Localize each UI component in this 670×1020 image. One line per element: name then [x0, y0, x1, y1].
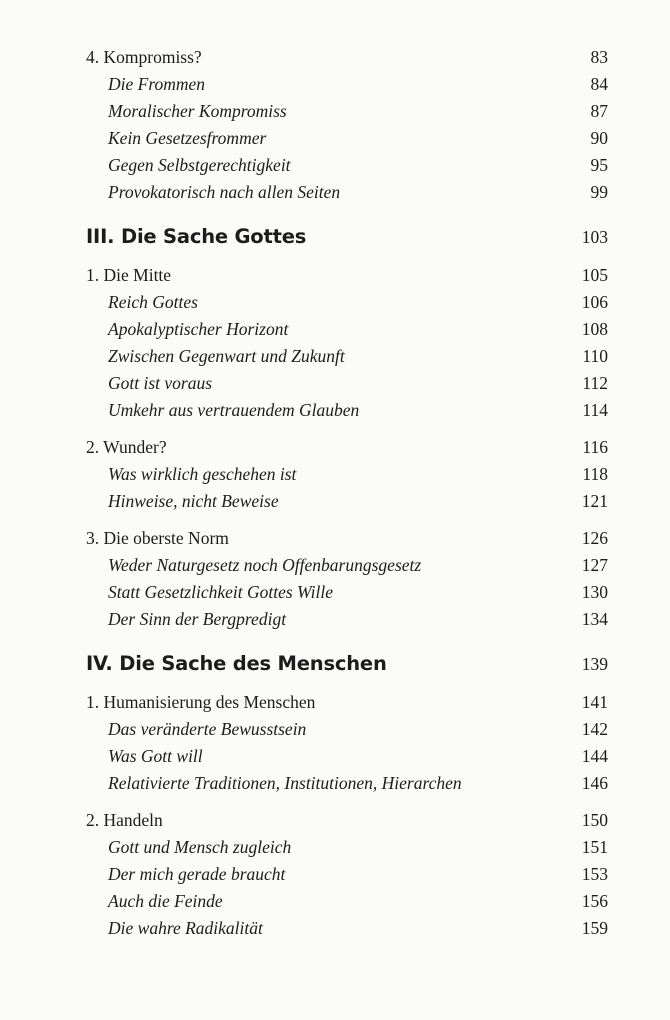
toc-page-number: 118 [582, 464, 608, 484]
toc-page-number: 159 [581, 918, 608, 938]
toc-entry-subsection [86, 552, 608, 579]
toc-entry-subsection [86, 915, 608, 942]
toc-entry-label: Reich Gottes [108, 292, 198, 312]
toc-entry-subsection [86, 71, 608, 98]
toc-entry-label: Umkehr aus vertrauendem Glauben [108, 400, 360, 420]
toc-page-number: 156 [581, 891, 608, 911]
spacer [86, 515, 608, 525]
toc-entry-subsection [86, 743, 608, 770]
toc-entry-chapter [86, 807, 608, 834]
toc-entry-subsection [86, 98, 608, 125]
toc-page-number: 150 [581, 810, 608, 830]
toc-entry-subsection [86, 606, 608, 633]
toc-entry-label: Der mich gerade braucht [108, 864, 286, 884]
toc-entry-subsection [86, 888, 608, 915]
toc-page-number: 114 [582, 400, 608, 420]
toc-page-number: 112 [582, 373, 608, 393]
toc-page-number: 127 [581, 555, 608, 575]
toc-entry-chapter [86, 525, 608, 552]
toc-page-number: 90 [590, 128, 608, 148]
toc-entry-chapter [86, 262, 608, 289]
toc-entry-label: 1. Die Mitte [86, 265, 172, 285]
toc-page-number: 105 [581, 265, 608, 285]
toc-entry-label: Apokalyptischer Horizont [108, 319, 289, 339]
toc-page-number: 95 [590, 155, 608, 175]
toc-entry-subsection [86, 461, 608, 488]
toc-entry-subsection [86, 179, 608, 206]
toc-entry-label: 3. Die oberste Norm [86, 528, 229, 548]
toc-page-number: 151 [581, 837, 608, 857]
toc-entry-label: Das veränderte Bewusstsein [108, 719, 307, 739]
toc-entry-subsection [86, 289, 608, 316]
toc-entry-label: Der Sinn der Bergpredigt [108, 609, 287, 629]
toc-page-number: 126 [581, 528, 608, 548]
toc-page-number: 121 [581, 491, 608, 511]
toc-entry-label: Was wirklich geschehen ist [108, 464, 297, 484]
toc-entry-chapter [86, 44, 608, 71]
toc-entry-label: Zwischen Gegenwart und Zukunft [108, 346, 345, 366]
toc-page-number: 110 [582, 346, 608, 366]
toc-entry-label: Statt Gesetzlichkeit Gottes Wille [108, 582, 334, 602]
toc-entry-subsection [86, 152, 608, 179]
toc-entry-chapter [86, 434, 608, 461]
toc-page-number: 103 [581, 227, 608, 247]
toc-page-number: 130 [581, 582, 608, 602]
toc-entry-subsection [86, 316, 608, 343]
toc-entry-chapter [86, 689, 608, 716]
spacer [86, 424, 608, 434]
toc-entry-label: Die Frommen [108, 74, 206, 94]
toc-entry-label: Weder Naturgesetz noch Offenbarungsgesetz [108, 555, 422, 575]
toc-entry-subsection [86, 716, 608, 743]
toc-part-heading [86, 220, 608, 254]
spacer [86, 797, 608, 807]
toc-entry-label: Gegen Selbstgerechtigkeit [108, 155, 291, 175]
toc-page-number: 106 [581, 292, 608, 312]
toc-entry-label: Relativierte Traditionen, Institutionen, Hierarchen [108, 773, 462, 793]
part-title: III. Die Sache Gottes [86, 225, 307, 248]
toc-entry-label: Provokatorisch nach allen Seiten [108, 182, 341, 202]
toc-entry-subsection [86, 370, 608, 397]
toc-entry-label: 4. Kompromiss? [86, 47, 202, 67]
toc-entry-label: Kein Gesetzesfrommer [108, 128, 267, 148]
toc-page-number: 116 [582, 437, 608, 457]
toc-page-number: 142 [581, 719, 608, 739]
toc-part-heading [86, 647, 608, 681]
toc-entry-subsection [86, 834, 608, 861]
toc-page-number: 87 [590, 101, 608, 121]
toc-entry-label: 2. Handeln [86, 810, 163, 830]
toc-page-number: 141 [581, 692, 608, 712]
toc-entry-subsection [86, 125, 608, 152]
toc-entry-label: Auch die Feinde [108, 891, 223, 911]
toc-entry-subsection [86, 579, 608, 606]
toc-entry-label: Gott und Mensch zugleich [108, 837, 292, 857]
toc-entry-subsection [86, 488, 608, 515]
toc-page-number: 153 [581, 864, 608, 884]
toc-entry-label: Moralischer Kompromiss [108, 101, 287, 121]
toc-page-number: 83 [590, 47, 608, 67]
toc-entry-label: Gott ist voraus [108, 373, 213, 393]
toc-entry-subsection [86, 770, 608, 797]
toc-entry-label: 1. Humanisierung des Menschen [86, 692, 316, 712]
toc-page-number: 139 [581, 654, 608, 674]
table-of-contents [86, 44, 608, 942]
toc-page-number: 144 [581, 746, 608, 766]
toc-page-number: 84 [590, 74, 608, 94]
toc-entry-label: Die wahre Radikalität [108, 918, 263, 938]
toc-entry-label: Was Gott will [108, 746, 203, 766]
toc-entry-subsection [86, 343, 608, 370]
toc-page-number: 134 [581, 609, 608, 629]
toc-page-number: 146 [581, 773, 608, 793]
toc-page-number: 99 [590, 182, 608, 202]
toc-entry-label: 2. Wunder? [86, 437, 167, 457]
toc-entry-label: Hinweise, nicht Beweise [108, 491, 279, 511]
toc-entry-subsection [86, 861, 608, 888]
toc-entry-subsection [86, 397, 608, 424]
part-title: IV. Die Sache des Menschen [86, 652, 387, 675]
toc-page-number: 108 [581, 319, 608, 339]
